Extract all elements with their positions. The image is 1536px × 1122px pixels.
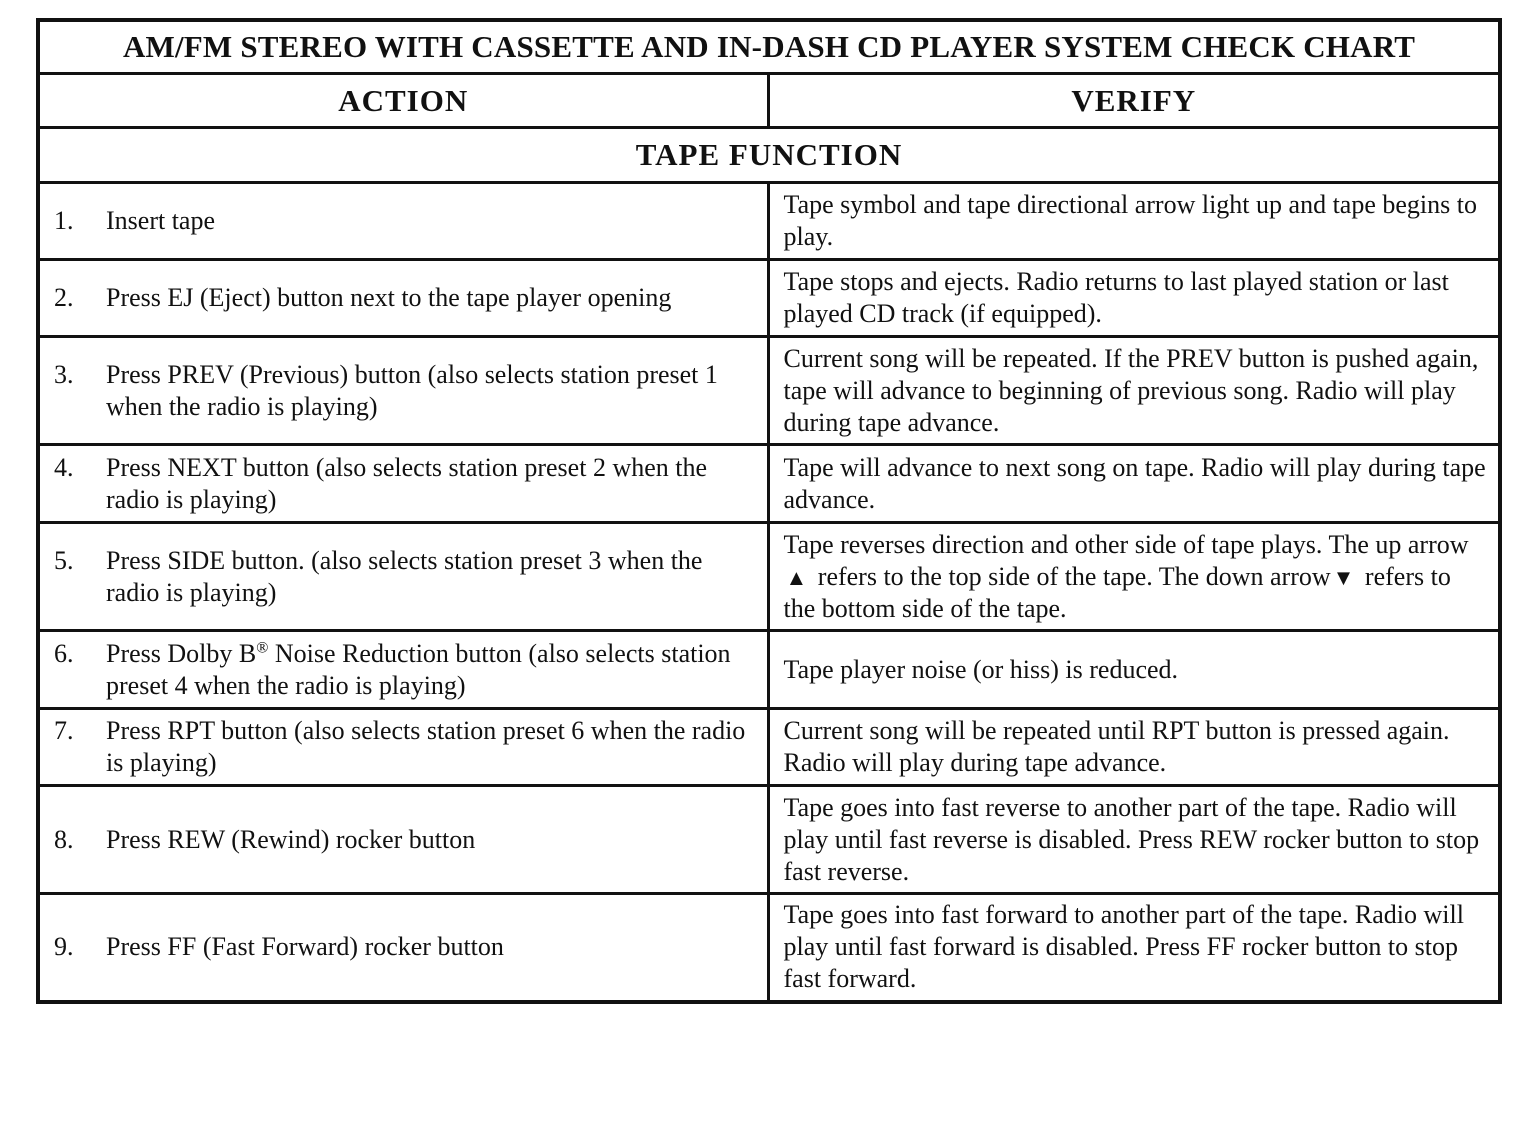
verify-text-part: refers to the top side of the tape. The down arrow bbox=[817, 561, 1331, 591]
table-row bbox=[38, 523, 1500, 631]
verify-text: Tape player noise (or hiss) is reduced. bbox=[783, 654, 1179, 684]
section-row bbox=[38, 128, 1500, 183]
system-check-chart bbox=[36, 18, 1502, 1004]
verify-cell bbox=[768, 337, 1500, 445]
table-row bbox=[38, 894, 1500, 1002]
action-cell bbox=[38, 260, 768, 337]
verify-text: Tape stops and ejects. Radio returns to last played station or last played CD track (if equipped). bbox=[783, 267, 1449, 328]
step-number: 3. bbox=[54, 359, 74, 389]
action-text: Press EJ (Eject) button next to the tape player opening bbox=[106, 283, 672, 312]
header-row bbox=[38, 74, 1500, 128]
action-text-part: Press Dolby B bbox=[106, 638, 257, 668]
verify-cell bbox=[768, 631, 1500, 709]
step-number: 5. bbox=[54, 545, 74, 575]
verify-text: Tape goes into fast forward to another part of the tape. Radio will play until fast forward is disabled. Press FF rocker button to stop fast forward. bbox=[783, 900, 1464, 994]
verify-cell bbox=[768, 445, 1500, 523]
registered-mark: ® bbox=[256, 638, 269, 656]
verify-text: Current song will be repeated until RPT button is pressed again. Radio will play during tape advance. bbox=[783, 716, 1450, 777]
table-row bbox=[38, 337, 1500, 445]
action-cell bbox=[38, 631, 768, 709]
action-text: Press REW (Rewind) rocker button bbox=[106, 824, 476, 854]
verify-text bbox=[784, 529, 1489, 625]
step-number: 8. bbox=[54, 824, 74, 854]
verify-text: Tape will advance to next song on tape. Radio will play during tape advance. bbox=[783, 452, 1486, 514]
verify-cell bbox=[768, 894, 1500, 1002]
verify-text: Tape symbol and tape directional arrow light up and tape begins to play. bbox=[783, 190, 1477, 251]
action-cell bbox=[38, 337, 768, 445]
table-row bbox=[38, 183, 1500, 260]
verify-text: Tape goes into fast reverse to another part of the tape. Radio will play until fast reverse is disabled. Press REW rocker button to stop fast reverse. bbox=[783, 792, 1480, 886]
verify-text: Current song will be repeated. If the PREV button is pushed again, tape will advance to beginning of previous song. Radio will play during tape advance. bbox=[783, 343, 1479, 437]
action-text: Insert tape bbox=[106, 206, 216, 235]
verify-text-part: Tape reverses direction and other side of tape plays. The up arrow bbox=[783, 529, 1469, 559]
step-number: 2. bbox=[54, 283, 74, 312]
action-text: Press FF (Fast Forward) rocker button bbox=[106, 932, 504, 962]
table-row bbox=[38, 260, 1500, 337]
action-cell bbox=[38, 786, 768, 894]
action-text: Press SIDE button. (also selects station preset 3 when the radio is playing) bbox=[106, 545, 703, 607]
table-row bbox=[38, 709, 1500, 786]
section-title: TAPE FUNCTION bbox=[38, 128, 1500, 183]
verify-text-part: refers to the bottom side of the tape. bbox=[783, 561, 1451, 623]
action-text: Press RPT button (also selects station preset 6 when the radio is playing) bbox=[106, 716, 746, 777]
title-row bbox=[38, 20, 1500, 74]
step-number: 6. bbox=[54, 638, 74, 668]
verify-cell bbox=[768, 523, 1500, 631]
verify-cell bbox=[768, 183, 1500, 260]
verify-cell bbox=[768, 709, 1500, 786]
action-cell bbox=[38, 709, 768, 786]
table-row bbox=[38, 445, 1500, 523]
up-arrow-icon: ▲ bbox=[785, 564, 808, 590]
action-text-part: Noise Reduction button (also selects station preset 4 when the radio is playing) bbox=[106, 638, 731, 700]
table-row bbox=[38, 631, 1500, 709]
step-number: 9. bbox=[54, 932, 74, 962]
step-number: 4. bbox=[54, 452, 74, 482]
action-text bbox=[106, 638, 757, 702]
verify-cell bbox=[768, 260, 1500, 337]
action-cell bbox=[38, 894, 768, 1002]
verify-cell bbox=[768, 786, 1500, 894]
down-arrow-icon: ▼ bbox=[1332, 564, 1355, 590]
table-row bbox=[38, 786, 1500, 894]
action-cell bbox=[38, 445, 768, 523]
action-text: Press NEXT button (also selects station preset 2 when the radio is playing) bbox=[106, 452, 708, 514]
action-cell bbox=[38, 523, 768, 631]
step-number: 7. bbox=[54, 716, 74, 745]
action-header: ACTION bbox=[38, 74, 768, 128]
action-cell bbox=[38, 183, 768, 260]
action-text: Press PREV (Previous) button (also selects station preset 1 when the radio is playing) bbox=[106, 359, 718, 421]
step-number: 1. bbox=[54, 206, 74, 235]
chart-title: AM/FM STEREO WITH CASSETTE AND IN-DASH CD PLAYER SYSTEM CHECK CHART bbox=[38, 20, 1500, 74]
verify-header: VERIFY bbox=[768, 74, 1500, 128]
